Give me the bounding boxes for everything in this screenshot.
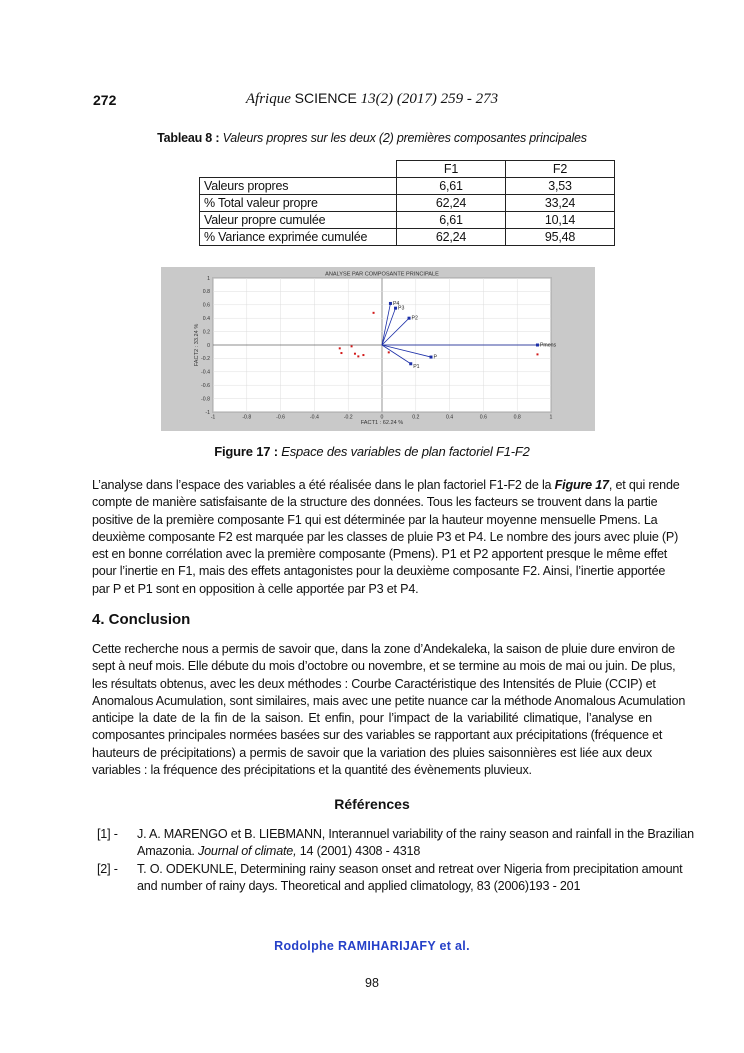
- y-tick-label: 0.4: [202, 316, 210, 322]
- table-row-label: Valeurs propres: [200, 178, 397, 195]
- x-tick-label: 0.8: [513, 414, 521, 421]
- vector-marker-p1: [409, 362, 412, 365]
- observation-point: [339, 347, 341, 349]
- vector-label-p4: P4: [392, 300, 400, 307]
- figure-caption: [0, 444, 744, 459]
- table-col-header: F2: [506, 161, 615, 178]
- figure-reference: Figure 17: [554, 478, 609, 492]
- figure-caption-label: Figure 17 :: [214, 444, 278, 459]
- table-row-label: Valeur propre cumulée: [200, 212, 397, 229]
- references-heading: Références: [334, 796, 410, 812]
- y-tick-label: -0.8: [201, 396, 210, 403]
- table-cell: 10,14: [506, 212, 615, 229]
- paragraph-line: les résultats obtenus, avec les deux méthodes : Courbe Caractéristique des Intensités de Pluie (CCIP) et: [92, 676, 656, 691]
- observation-point: [354, 353, 356, 355]
- vector-marker-pmens: [536, 344, 539, 347]
- table-row: [200, 195, 615, 212]
- paragraph-line: sept à neuf mois. Elle débute du mois d’octobre ou novembre, et se termine au mois de mai ou juin. De plus,: [92, 659, 676, 674]
- x-tick-label: -0.2: [343, 414, 353, 421]
- vector-marker-p3: [394, 307, 397, 310]
- y-tick-label: 0.6: [202, 302, 210, 309]
- reference-line: T. O. ODEKUNLE, Determining rainy season onset and retreat over Nigeria from precipitation amount: [137, 862, 683, 876]
- x-tick-label: 0: [380, 414, 384, 421]
- paragraph-line: variables : la fréquence des précipitations et la quantité des évènements pluvieux.: [92, 763, 532, 778]
- reference-item: [92, 826, 694, 862]
- paragraph-line: hauteurs de précipitations) a permis de savoir que la variation des pluies saisonnières est liée aux deux: [92, 745, 652, 760]
- x-tick-label: 0.2: [412, 414, 420, 421]
- reference-number: [2] -: [97, 862, 118, 876]
- vector-marker-p4: [389, 302, 392, 305]
- table-cell: 6,61: [397, 212, 506, 229]
- paragraph-line: anticipe la date de la fin de la saison. Et enfin, pour l’impact de la variabilité climatique, l’analyse en: [92, 711, 652, 726]
- observation-point: [373, 312, 375, 314]
- vector-marker-p2: [408, 317, 411, 320]
- journal-citation: 13(2) (2017) 259 - 273: [360, 91, 499, 107]
- text-run: 14 (2001) 4308 - 4318: [299, 844, 421, 859]
- table-cell: 33,24: [506, 195, 615, 212]
- paragraph-line: est en bonne corrélation avec la première composante (Pmens). P1 et P2 apportent presque le même effet: [92, 547, 668, 562]
- reference-body: [137, 826, 694, 861]
- y-tick-label: 0.8: [202, 289, 210, 296]
- paragraph-line: composantes principales normées basées sur des variables se rapportant aux précipitations (fréquence et: [92, 728, 663, 743]
- y-tick-label: 0: [207, 342, 210, 349]
- reference-body: [137, 861, 683, 896]
- paragraph-line: par P et P1 sont en opposition à celle apportée par P3 et P4.: [92, 581, 419, 596]
- y-tick-label: 0.2: [202, 329, 210, 336]
- reference-line: [137, 843, 664, 860]
- paragraph-line: positive de la première composante F1 qui est déterminée par la hauteur moyenne mensuelle Pmens. La: [92, 512, 658, 527]
- x-tick-label: 0.6: [479, 414, 488, 421]
- table-row: [200, 229, 615, 246]
- running-header: [0, 90, 744, 108]
- table-row: [200, 212, 615, 229]
- vector-label-p: P: [433, 354, 437, 361]
- observation-point: [357, 355, 359, 357]
- author-footer: Rodolphe RAMIHARIJAFY et al.: [274, 939, 470, 953]
- text-run: , et qui rende: [608, 478, 680, 492]
- pca-chart-svg: [161, 267, 595, 431]
- x-tick-label: 1: [549, 414, 553, 421]
- table-cell: 62,24: [397, 195, 506, 212]
- vector-marker-p: [430, 356, 433, 359]
- vector-label-p1: P1: [413, 363, 420, 370]
- y-tick-label: 1: [207, 275, 210, 282]
- observation-point: [340, 352, 342, 354]
- table-header-row: [200, 161, 615, 178]
- table-cell: 3,53: [506, 178, 615, 195]
- text-run: Amazonia.: [137, 844, 195, 859]
- reference-line: J. A. MARENGO et B. LIEBMANN, Interannuel variability of the rainy season and rainfall in the Brazilian: [137, 827, 694, 841]
- y-tick-label: -0.6: [201, 383, 210, 389]
- table-caption-label: Tableau 8 :: [157, 131, 220, 145]
- pca-chart: [161, 267, 595, 431]
- x-tick-label: 0.4: [445, 414, 454, 421]
- journal-prefix: Afrique: [245, 91, 291, 107]
- y-tick-label: -0.2: [201, 356, 210, 363]
- chart-title: ANALYSE PAR COMPOSANTE PRINCIPALE: [325, 271, 439, 278]
- analysis-paragraph: [92, 477, 680, 598]
- table-cell: 6,61: [397, 178, 506, 195]
- reference-item: [92, 861, 683, 897]
- paragraph-line: pour l’inertie en F1, mais des effets antagonistes pour la deuxième composante F2. Ainsi, l’inertie apportée: [92, 564, 666, 579]
- paragraph-line: [92, 477, 680, 494]
- vector-label-pmens: Pmens: [539, 342, 557, 349]
- table-caption-text: Valeurs propres sur les deux (2) premières composantes principales: [222, 131, 587, 145]
- journal-title: Journal of climate,: [198, 844, 297, 859]
- table-caption: [0, 131, 744, 145]
- reference-number: [1] -: [97, 827, 118, 841]
- x-tick-label: -0.4: [309, 414, 319, 421]
- paragraph-line: Anomalous Acumulation, sont similaires, mais avec une petite nuance car la méthode Anomalous Acumulation: [92, 693, 686, 708]
- vector-label-p2: P2: [411, 315, 418, 322]
- table-corner-cell: [200, 161, 397, 178]
- x-tick-label: -0.6: [276, 414, 286, 421]
- y-tick-label: -0.4: [201, 369, 210, 376]
- vector-label-p3: P3: [398, 305, 405, 312]
- chart-x-axis-label: FACT1 : 62.24 %: [360, 420, 404, 426]
- table-row: [200, 178, 615, 195]
- x-tick-label: -1: [210, 414, 216, 421]
- table-row-label: % Variance exprimée cumulée: [200, 229, 397, 246]
- table-cell: 62,24: [397, 229, 506, 246]
- section-heading: 4. Conclusion: [92, 611, 191, 628]
- table-cell: 95,48: [506, 229, 615, 246]
- paragraph-line: deuxième composante F2 est marquée par les classes de pluie P3 et P4. Le nombre des jours avec pluie (P): [92, 529, 679, 544]
- x-tick-label: -0.8: [242, 414, 252, 421]
- text-run: L’analyse dans l’espace des variables a été réalisée dans le plan factoriel F1-F2 de la: [92, 478, 552, 492]
- conclusion-paragraph: [92, 641, 686, 779]
- observation-point: [351, 345, 353, 347]
- page-number-bottom: 98: [365, 976, 379, 990]
- chart-y-axis-label: FACT2 : 33.24 %: [194, 323, 200, 367]
- reference-line: and number of rainy days. Theoretical and applied climatology, 83 (2006)193 - 201: [137, 879, 581, 894]
- page-number-top: 272: [93, 92, 117, 108]
- observation-point: [536, 353, 538, 355]
- paragraph-line: compte de manière satisfaisante de la structure des données. Tous les facteurs se trouvent dans la partie: [92, 495, 658, 510]
- paragraph-line: Cette recherche nous a permis de savoir que, dans la zone d’Andekaleka, la saison de pluie dure environ de: [92, 642, 675, 656]
- table-col-header: F1: [397, 161, 506, 178]
- y-tick-label: -1: [205, 409, 210, 416]
- journal-name: SCIENCE: [294, 90, 357, 106]
- table-row-label: % Total valeur propre: [200, 195, 397, 212]
- observation-point: [362, 354, 364, 356]
- figure-caption-text: Espace des variables de plan factoriel F1-F2: [281, 444, 530, 459]
- eigenvalue-table: [199, 160, 615, 246]
- observation-point: [388, 351, 390, 353]
